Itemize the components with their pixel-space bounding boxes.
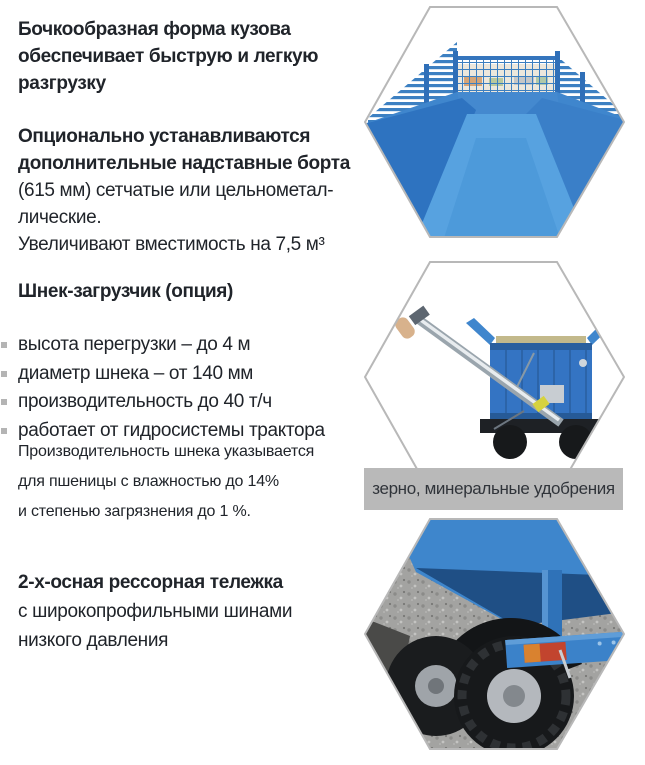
text-line: Производительность шнека указывается — [18, 443, 315, 460]
photo-caption-label: зерно, минеральные удобрения — [372, 479, 615, 498]
list-item-label: работает от гидросистемы трактора — [18, 419, 325, 441]
trailer-interior-photo — [364, 6, 625, 238]
text-line: разгрузку — [18, 73, 106, 94]
text-line: и степенью загрязнения до 1 %. — [18, 503, 251, 520]
list-item-label: высота перегрузки – до 4 м — [18, 334, 251, 355]
text-line: низкого давления — [18, 630, 169, 651]
bullet-square-icon — [1, 428, 7, 434]
auger-bullet-list — [0, 331, 325, 445]
auger-heading: Шнек-загрузчик (опция) — [18, 281, 234, 302]
text-line: обеспечивает быструю и легкую — [18, 46, 319, 67]
bogie-wheels-photo — [364, 518, 625, 750]
list-item-label: диаметр шнека – от 140 мм — [18, 362, 254, 384]
text-line: лические. — [18, 207, 102, 228]
text-line: дополнительные надставные борта — [18, 153, 350, 174]
bullet-square-icon — [1, 399, 7, 405]
auger-footnote — [18, 437, 314, 527]
auger-loader-photo — [364, 261, 625, 493]
feature-optional-boards — [18, 123, 350, 258]
text-line: Бочкообразная форма кузова — [18, 19, 291, 40]
text-line: Опционально устанавливаются — [18, 126, 311, 147]
feature-bogie — [18, 568, 292, 655]
feature-body-shape — [18, 16, 318, 97]
text-line: с широкопрофильными шинами — [18, 601, 293, 622]
photo-caption-bar — [364, 468, 623, 510]
list-item-label: производительность до 40 т/ч — [18, 391, 272, 413]
text-line: Увеличивают вместимость на 7,5 м³ — [18, 234, 325, 255]
bullet-square-icon — [1, 342, 7, 348]
list-item — [0, 331, 325, 360]
text-line: 2-х-осная рессорная тележка — [18, 572, 283, 593]
list-item — [0, 388, 325, 417]
text-line: для пшеницы с влажностью до 14% — [18, 473, 279, 490]
text-line: (615 мм) сетчатые или цельнометал- — [18, 180, 334, 201]
bullet-square-icon — [1, 371, 7, 377]
list-item — [0, 360, 325, 389]
